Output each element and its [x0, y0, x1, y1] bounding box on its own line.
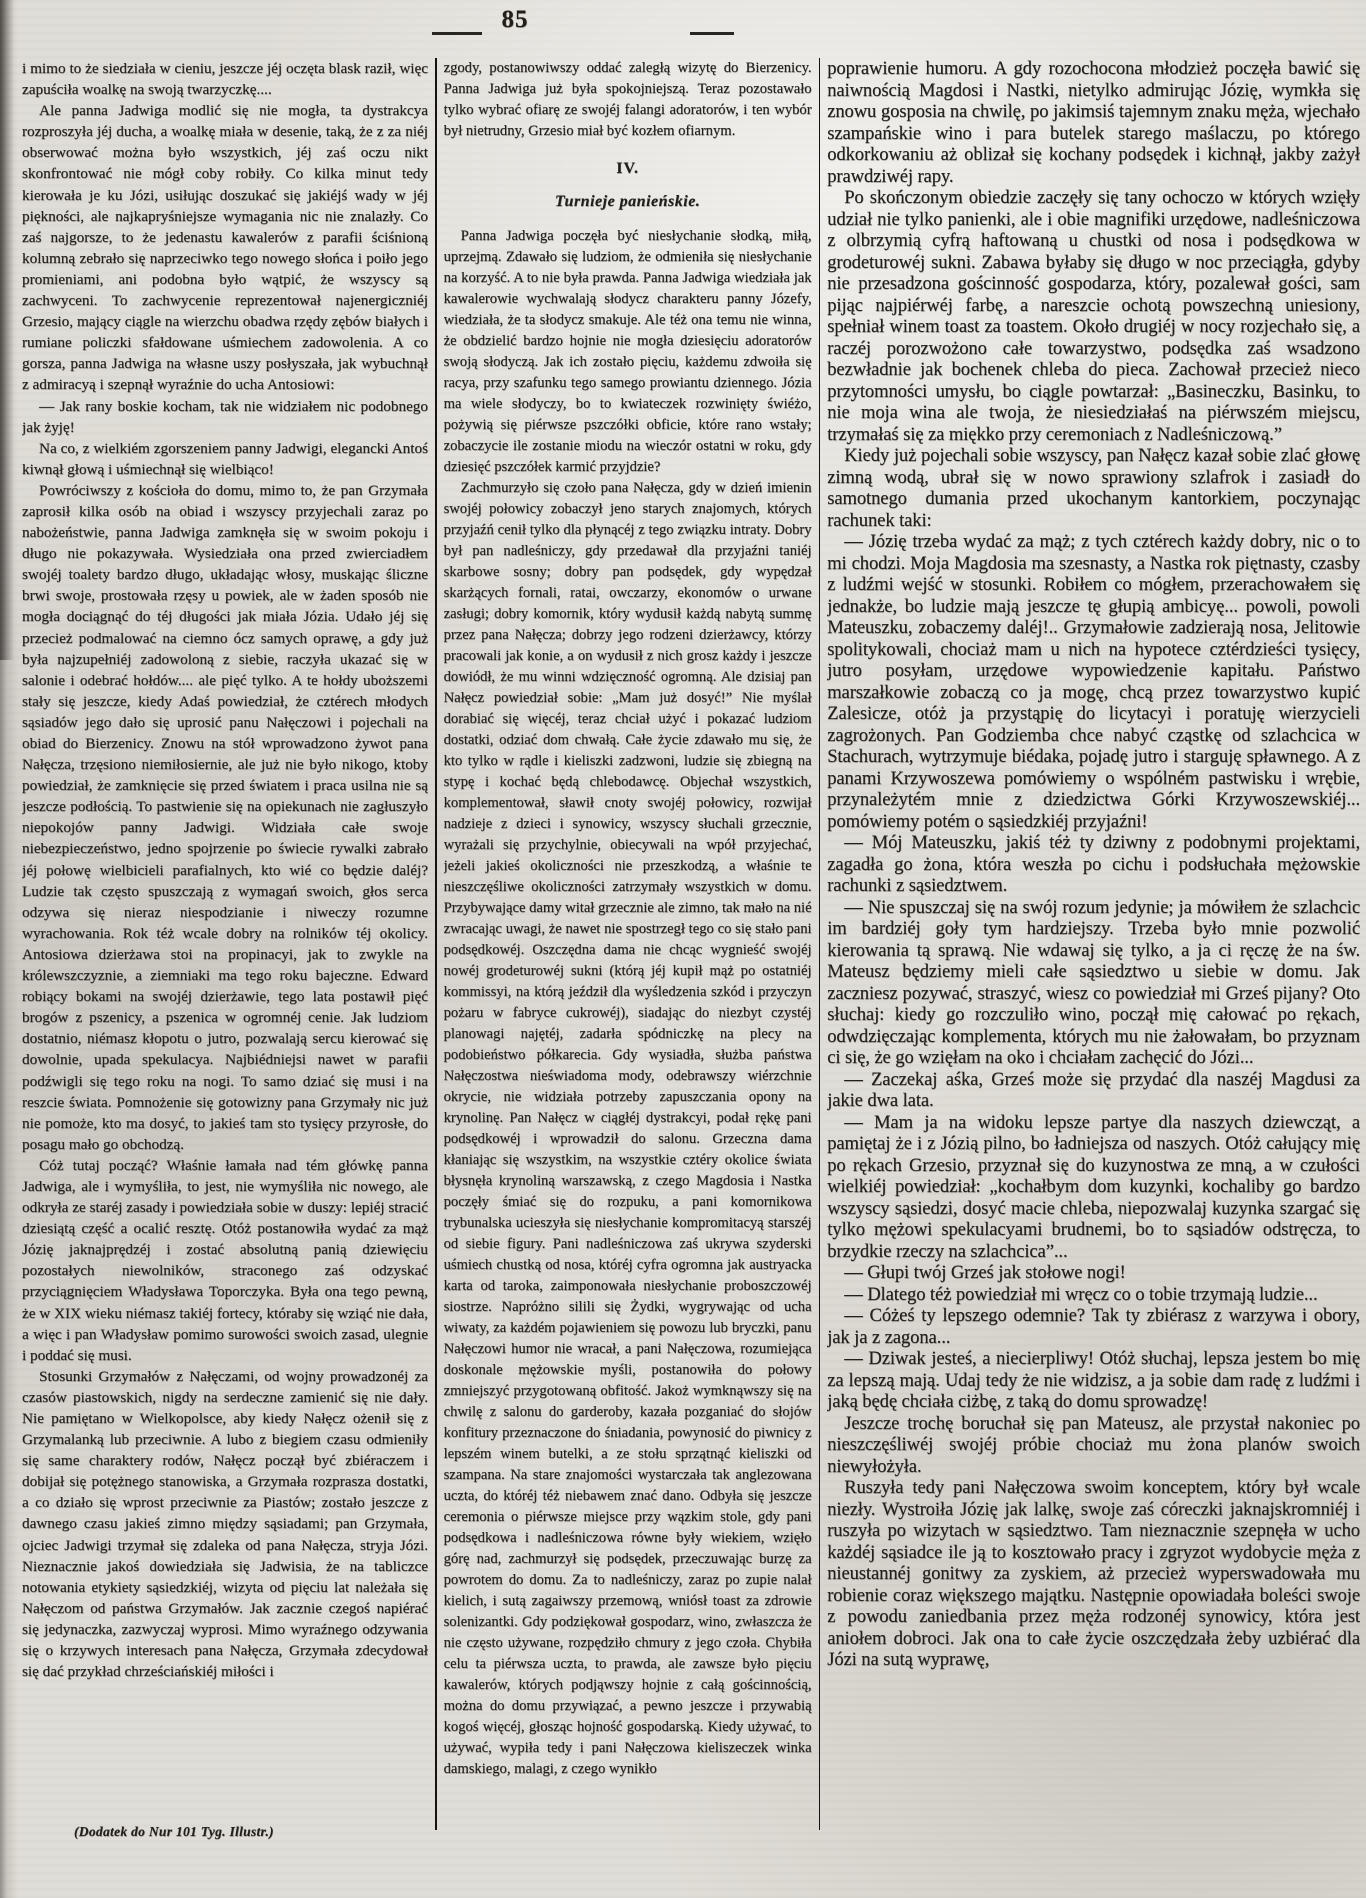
page-number: 85 [501, 6, 529, 33]
dialogue-paragraph: — Zaczekaj aśka, Grześ może się przydać dla naszéj Magdusi za jakie dwa lata. [827, 1068, 1360, 1111]
paragraph: Cóż tutaj począć? Właśnie łamała nad tém główkę panna Jadwiga, ale i wymyśliła, to jest, nie wymyśliła nic nowego, ale odkryła ze staréj zasady i powiedziała sobie w duszy: lepiéj stracić dziesiątą część a ocalić resztę. Otóż postanowiła wydać za mąż Józię jaknajprędzéj i zostać absolutną panią dziewięciu pozostałych niewolników, straconego zaś odzyskać przyciągnięciem Władysława Toporczyka. Była ona tego pewną, że w XIX wieku niémasz takiéj fortecy, któraby się wziąć nie dała, a więc i pan Władysław pomimo surowości swoich zasad, ulegnie i poddać się musi. [22, 1156, 428, 1364]
footer-note: (Dodatek do Nur 101 Tyg. Illustr.) [74, 1824, 274, 1839]
paragraph: Ale panna Jadwiga modlić się nie mogła, ta dystrakcya rozproszyła jéj ducha, a woalkę miała w desenie, taką, że z za niéj obserwować można było wszystkich, jéj zaś oczu nikt skonfrontować nie mógł coby robiły. Co kilka minut tedy kierowała je ku Józi, usiłując doszukać się jakiéjś wady w jéj piękności, ale najkapryśniejsze wymagania nic nie znalazły. Co zaś najgorsze, to że jedenastu kawalerów z parafii ściśnioną kolumną zebrało się naprzeciwko tego nowego słońca i poiło jego promieniami, ani podobna było wątpić, że wszyscy są zachwyceni. To zachwycenie reprezentował najenergiczniéj Grzesio, mający ciągle na wierzchu obadwa rzędy zębów białych i rumiane policzki sfałdowane uśmiechem zadowolenia. A co gorsza, panna Jadwiga na własne uszy posłyszała, jak wybuchnął z admiracyą i szepnął wyraźnie do ucha Antosiowi: [22, 102, 428, 394]
text-column-2 [444, 58, 812, 1830]
paragraph: Panna Jadwiga poczęła być niesłychanie słodką, miłą, uprzejmą. Zdawało się ludziom, że odmieniła się niesłychanie na korzyść. A to nie była prawda. Panna Jadwiga wiedziała jak kawalerowie wychwalają słodycz charakteru panny Józefy, wiedziała, że ta słodycz smakuje. Ale téż ona temu nie winna, że obdzielić bardzo hojnie nie mogła dziesięciu adoratorów swoją słodyczą. Jak ich zostało pięciu, każdemu zdwoiła się racya, przy szafunku tego samego prowiantu dziennego. Józia ma wiele słodyczy, bo to kwiateczek rozwinięty świéżo, pożywią się piérwsze pszczółki obficie, które rano wstały; zobaczycie ile zostanie miodu na wieczór ostatni w roku, gdy dziesięć pszczółek karmić przyjdzie? [443, 228, 812, 475]
paragraph: Ruszyła tedy pani Nałęczowa swoim konceptem, który był wcale niezły. Wystroiła Józię jak lalkę, swoje zaś córeczki jaknajskromniéj i ruszyła po wizytach w sąsiedztwo. Tam nieznacznie szepnęła w ucho każdéj sąsiadce ile ją to kosztowało pracy i zgryzot wydobycie męża z nieustannéj gonitwy za zyskiem, aż przecież wyperswadowała mu robienie coraz większego majątku. Następnie opowiadała boleści swoje z powodu zaniedbania przez męża rodzonéj synowicy, która jest aniołem dobroci. Jak ona to całe życie oszczędzała żeby uzbiérać dla Józi na sutą wyprawę, [827, 1477, 1360, 1670]
paragraph: Jeszcze trochę boruchał się pan Mateusz, ale przystał nakoniec po nieszczęśliwéj swojéj próbie chociaż mu żona planów swoich niewyłożyła. [827, 1412, 1360, 1477]
dialogue-paragraph: — Cóżeś ty lepszego odemnie? Tak ty zbiérasz z warzywa i obory, jak ja z zagona... [827, 1305, 1360, 1348]
paragraph: Po skończonym obiedzie zaczęły się tany ochoczo w których wzięły udział nie tylko panienki, ale i obie magnifiki urzędowe, nadleśniczowa z olbrzymią cyfrą haftowaną u chustki od nosa i podsędkowa w grodeturowéj sukni. Zabawa byłaby się długo w noc przeciągła, gdyby nie przesadzona gościnność gospodarza, który, pozalewał gości, sam pijąc najpiérwéj farbę, a nareszcie ochotą powszechną uniesiony, spełniał winem toast za toastem. Około drugiéj w nocy rozjechało się, a raczéj porozwożono całe towarzystwo, podsędka zaś wsadzono bezwładnie jak bochenek chleba do pieca. Zachował przecież nieco przytomności umysłu, bo ciągle powtarzał: „Basineczku, Basinku, to nie moja wina ale twoja, że niesiedziałaś na piérwszém miejscu, trzymałaś się za miękko przy ceremoniach z Nadleśniczową.” [827, 187, 1360, 445]
paragraph: Kiedy już pojechali sobie wszyscy, pan Nałęcz kazał sobie zlać głowę zimną wodą, ubrał się w nowo sprawiony szlafrok i zasiadł do samotnego dumania przed ukochanym kantorkiem, poczynając rachunek taki: [827, 445, 1360, 531]
page-header [432, 6, 744, 50]
column-divider [435, 58, 437, 1830]
section-number-heading: IV. [616, 160, 639, 177]
dialogue-paragraph: — Dlatego téż powiedział mi wręcz co o tobie trzymają ludzie... [844, 1283, 1318, 1305]
section-title-heading: Turnieje panieńskie. [554, 193, 701, 210]
dialogue-paragraph: — Mam ja na widoku lepsze partye dla naszych dziewcząt, a pamiętaj że i z Józią pilno, bo ładniejsza od naszych. Otóż całujący mię po rękach Grzesio, przyznał się do kuzynostwa ze mną, a w czułości wielkiéj powiedział: „kochałbym dom kuzynki, kochaliby go bardzo wszyscy sąsiedzi, dosyć macie chleba, niepozwalaj kuzynka szargać się tylko mężowi spekulacyami brudnemi, bo to sąsiadów odstręcza, to brzydkie rzeczy na szlachcica”... [827, 1111, 1360, 1262]
header-dash-left [432, 32, 482, 35]
dialogue-paragraph: — Dziwak jesteś, a niecierpliwy! Otóż słuchaj, lepsza jestem bo mię za lepszą mają. Udaj tedy że nie widzisz, a ja sobie dam radę z ludźmi i jaką będę chciała ciżbę, z taką do domu sprowadzę! [827, 1348, 1360, 1412]
paragraph: poprawienie humoru. A gdy rozochocona młodzież poczęła bawić się naiwnością Magdosi i Nastki, nietylko admirując Józię, wymkła się znowu gosposia na chwilę, po jakimsiś tajemnym znaku męża, wjechało szampańskie wino i para butelek starego maślaczu, po którego odkorkowaniu aż oblizał się kochany podsędek i kichnął, jakby zażył prawdziwéj rapy. [827, 58, 1360, 187]
paragraph: zgody, postanowiwszy oddać zaległą wizytę do Bierzenicy. Panna Jadwiga już była spokojniejszą. Teraz pozostawało tylko wybrać ofiarę ze swojéj falangi adoratorów, i ten wybór był nietrudny, Grzesio miał być kozłem ofiarnym. [443, 60, 812, 139]
dialogue-paragraph: — Jak rany boskie kocham, tak nie widziałem nic podobnego jak żyję! [22, 397, 428, 436]
text-columns [22, 58, 1360, 1830]
text-column-3 [827, 58, 1360, 1830]
dialogue-paragraph: — Mój Mateuszku, jakiś téż ty dziwny z podobnymi projektami, zagadła go żona, która weszła po cichu i podsłuchała mężowskie rachunki z sąsiedztwem. [827, 832, 1360, 896]
paragraph: Stosunki Grzymałów z Nałęczami, od wojny prowadzonéj za czasów piastowskich, nigdy na serdeczne zamienić się nie dały. Nie pamiętano w Wielkopolsce, aby kiedy Nałęcz ożenił się z Grzymalanką lub przeciwnie. A lubo z biegiem czasu odmieniły się same charaktery rodów, Nałęcz począł być zbiéraczem i dobijał się potężnego stanowiska, a Grzymała rozprasza dostatki, a co działo się wprost przeciwnie za Piastów; zostało jeszcze z dawnego czasu jakieś zimno między sąsiadami; pan Grzymała, ojciec Jadwigi trzymał się zdaleka od pana Nałęcza, stryja Józi. Nieznacznie jakoś dowiedziała się Jadwisia, że na tabliczce notowania etykiety sąsiedzkiéj, wizyta od pięciu lat należała się Nałęczom od państwa Grzymałów. Jak zacznie czegoś napiérać się jedynaczka, zazwyczaj wyprosi. Mimo wyraźnego odzywania się o krzywych interesach pana Nałęcza, Grzymała zdecydował się dać przykład chrześciańskiéj miłości i [22, 1367, 428, 1681]
header-dash-right [690, 32, 734, 35]
dialogue-paragraph: — Nie spuszczaj się na swój rozum jedynie; ja mówiłem że szlachcic im bardziéj goły tym hardziejszy. Trzeba było mnie pozwolić kierowania tą sprawą. Nie wdawaj się tylko, a ja ci ręczę że na św. Mateusz będziemy mieli całe sąsiedztwo u siebie w domu. Jak zaczniesz pozywać, straszyć, wiesz co powiedział mi Grześ pijany? Oto słuchaj: kiedy go rozczuliło wino, począł mię całować po rękach, odwdzięczając komplementa, których mu nie żałowałam, bo przyznam ci się, że go wzięłam na oko i chciałam zachęcić do Józi... [827, 896, 1360, 1068]
dialogue-paragraph: — Józię trzeba wydać za mąż; z tych cztérech każdy dobry, nic o to mi chodzi. Moja Magdosia ma szesnasty, a Nastka rok piętnasty, czasby z ludźmi wejść w stosunki. Robiłem co mógłem, przerachowałem się jednakże, bo ludzie mają jeszcze tę głupią ambicyę... powoli, powoli Mateuszku, zobaczemy daléj!.. Grzymałowie zadzierają nosa, Jelitowie spolitykowali, chociaż mam u nich na hypotece cztérdzieści tysięcy, jutro posyłam, urzędowe wypowiedzenie kapitału. Państwo marszałkowie zobaczą co ja mogę, chcą przez towarzystwo kupić Zalesicze, otóż ja przystąpię do licytacyi i poratuję wierzycieli zagrożonych. Pan Godziemba chce nabyć cząstkę od szlachcica w Stachurach, wytrzymuje biédaka, pojadę jutro i starguję spławnego. A z panami Krzywoszewa pomówiemy o wspólném pastwisku i wrębie, przynależytém mnie z dziedzictwa Górki Krzywoszewskiéj... pomówiemy potém o sąsiedzkiéj przyjaźni! [827, 531, 1360, 832]
text-column-1 [22, 58, 428, 1830]
paragraph: i mimo to że siedziała w cieniu, jeszcze jéj oczęta blask raził, więc zapuściła woalkę na swoją twarzyczkę.... [22, 60, 428, 99]
dialogue-paragraph: — Głupi twój Grześ jak stołowe nogi! [844, 1262, 1126, 1283]
paragraph: Zachmurzyło się czoło pana Nałęcza, gdy w dzień imienin swojéj połowicy zobaczył jeno starych znajomych, których przyjaźń cenił tylko dla płynącéj z tego związku intraty. Dobry był pan nadleśniczy, gdy przedawał dla przyjaźni taniéj skarbowe sosny; dobry pan podsędek, gdy wypędzał skarżących fornali, ratai, owczarzy, ekonomów o urwane zasługi; dobry komornik, który wydusił każdą nabytą summę przez pana Nałęcza; dobrzy jego rodzeni dzierżawcy, którzy pracowali jak konie, a on wydusił z nich grosz każdy i jeszcze dowiódł, że mu winni wdzięczność ogromną. Ale dzisiaj pan Nałęcz powiedział sobie: „Mam już dosyć!” Nie myślał dorabiać się więcéj, teraz chciał użyć i pokazać ludziom dostatki, odziać dom chwałą. Całe życie zdawało mu się, że kto tylko w rądle i kieliszki zadzwoni, ludzie się zbiegną na stypę i kochać będą chlebodawcę. Objechał wszystkich, komplementował, sławił cnoty swojéj połowicy, rozwijał nadzieje z dzieci i synowicy, wszyscy słuchali grzecznie, wyrażali się przychylnie, obiecywali na wpół przyjechać, jeżeli jakieś okoliczności nie przeszkodzą, a właśnie te nieszczęśliwe okoliczności zatrzymały wszystkich w domu. Przybywające damy witał grzecznie ale zimno, tak mało na nié zwracając uwagi, że nawet nie spostrzegł tego co się stało pani podsędkowéj. Oszczędna dama nie chcąc wygnieść swojéj nowéj grodeturowéj sukni (którą jéj kupił mąż po ostatniéj kommissyi, na którą jeździł dla wyśledzenia szkód i przyczyn pożaru w fabryce cukrowéj), siadając do niezbyt czystéj planowagi najętéj, zadarła spódniczkę na plecy na podobieństwo półkarecia. Gdy wysiadła, służba państwa Nałęczostwa nieświadoma mody, odebrawszy wiérzchnie okrycie, nie widziała potrzeby zapuszczania opony na krynolinę. Pan Nałęcz w ciągłéj dystrakcyi, podał rękę pani podsędkowéj i wprowadził do salonu. Grzeczna dama kłaniając się wszystkim, na wszystkie cztéry okolice świata błysnęła krynoliną warszawską, z czego Magdosia i Nastka poczęły śmiać się do rozpuku, a pani komornikowa trybunalska ucieszyła się niesłychanie kompromitacyą starszéj od siebie figury. Pani nadleśniczowa zaś ukrywa szyderski uśmiech chustką od nosa, któréj cyfra ogromna jak austryacka karta od taroka, zaimponowała niesłychanie proboszczowéj siostrze. Napróżno silili się Żydki, wygrywając od ucha wiwaty, za każdém pojawieniem się powozu lub bryczki, panu Nałęczowi humor nie wracał, a pani Nałęczowa, rozumiejąca doskonale mężowskie myśli, postanowiła do połowy zmniejszyć przygotowaną obfitość. Jakoż wymknąwszy się na chwilę z salonu do garderoby, kazała pozganiać do słojów konfitury przeznaczone do śniadania, powynosić do piwnicy z lepszém winem butelki, a ze stołu sprzątnąć kieliszki od szampana. Na stare znajomości wystarczała tak anglezowana uczta, do któréj téż niebawem znać dano. Odbyła się jeszcze ceremonia o piérwsze miejsce przy wązkim stole, gdy pani podsędkowa i nadleśniczowa równe były wiekiem, wzięło górę nad, zachmurzył się podsędek, przeczuwając burzę za powrotem do domu. Za to nadleśniczy, zaraz po zupie nalał kielich, i sutą zagaiwszy przemową, wniósł toast za zdrowie solenizantki. Gdy podziękował gospodarz, wino, zwłaszcza że nie często używane, rozpędziło chmury z jego czoła. Chybiła celu ta piérwsza uczta, to prawda, ale zawsze było pięciu kawalerów, których podjąwszy hojnie z całą gościnnością, można do domu przywiązać, a pewno jeszcze i przywabią kogoś więcéj, głosząc hojność gospodarską. Kiedy używać, to używać, wypiła tedy i pani Nałęczowa kieliszeczek winka damskiego, malagi, z czego wynikło [443, 480, 812, 1777]
paragraph: Powróciwszy z kościoła do domu, mimo to, że pan Grzymała zaprosił kilka osób na obiad i wszyscy przyjechali zaraz po nabożeństwie, panna Jadwiga zamknęła się w swoim pokoju i długo nie pokazywała. Wysiedziała ona przed zwierciadłem swojéj toalety bardzo długo, układając włosy, muskając śliczne brwi swoje, prostowała rzęsy u powiek, ale w żaden sposób nie mogła dociągnąć do téj długości jak miała Józia. Udało jéj się przecież podmalować na ciemno ócz samych oprawę, a gdy już była najzupełniéj zadowoloną z siebie, raczyła ukazać się w salonie i odebrać hołdów.... ale pięć tylko. A te hołdy uboższemi stały się jeszcze, kiedy Adaś powiedział, że cztérech młodych sąsiadów jego dało się uprosić panu Nałęczowi i pojechali na obiad do Bierzenicy. Znowu na stół wprowadzono żywot pana Nałęcza, trzęsiono niemiłosiernie, ale już nie było nikogo, ktoby powiedział, że zamknięcie się przed światem i praca usilna nie są jeszcze podłością. To pastwienie się na opiekunach nie zagłuszyło niepokojów panny Jadwigi. Widziała całe swoje niebezpieczeństwo, jedno spojrzenie po świecie rywalki zabrało jéj połowę wielbicieli parafialnych, kto wié co będzie daléj? Ludzie tak często spuszczają z wymagań swoich, głos serca odzywa się nieraz niespodzianie i niweczy rozumne wyrachowania. Rok téż wcale dobry na rolników téj okolicy. Antosiowa dzierżawa stoi na propinacyi, jak to zwykle na królewszczyznie, a ziemniaki ma tego roku bajeczne. Edward robiący bokami na swojéj dzierżawie, tego lata postawił pięć brogów z pszenicy, a pszenica w ogromnéj cenie. Jak ludziom dostatnio, niémasz kłopotu o jutro, pozwalają sercu kierować się dowolnie, upada spekulacya. Najbiédniejsi nawet w parafii podźwigli się tego roku na nogi. To samo dziać się musi i na reszcie świata. Pomnożenie się gotowizny pana Grzymały nic już nie pomoże, kto ma dosyć, to jakieś tam sto tysięcy przyrosłe, do posagu mało go obchodzą. [22, 481, 428, 1153]
paragraph: Na co, z wielkiém zgorszeniem panny Jadwigi, elegancki Antoś kiwnął głową i uśmiechnął się wielbiąco! [22, 439, 428, 478]
column-divider [819, 58, 821, 1830]
